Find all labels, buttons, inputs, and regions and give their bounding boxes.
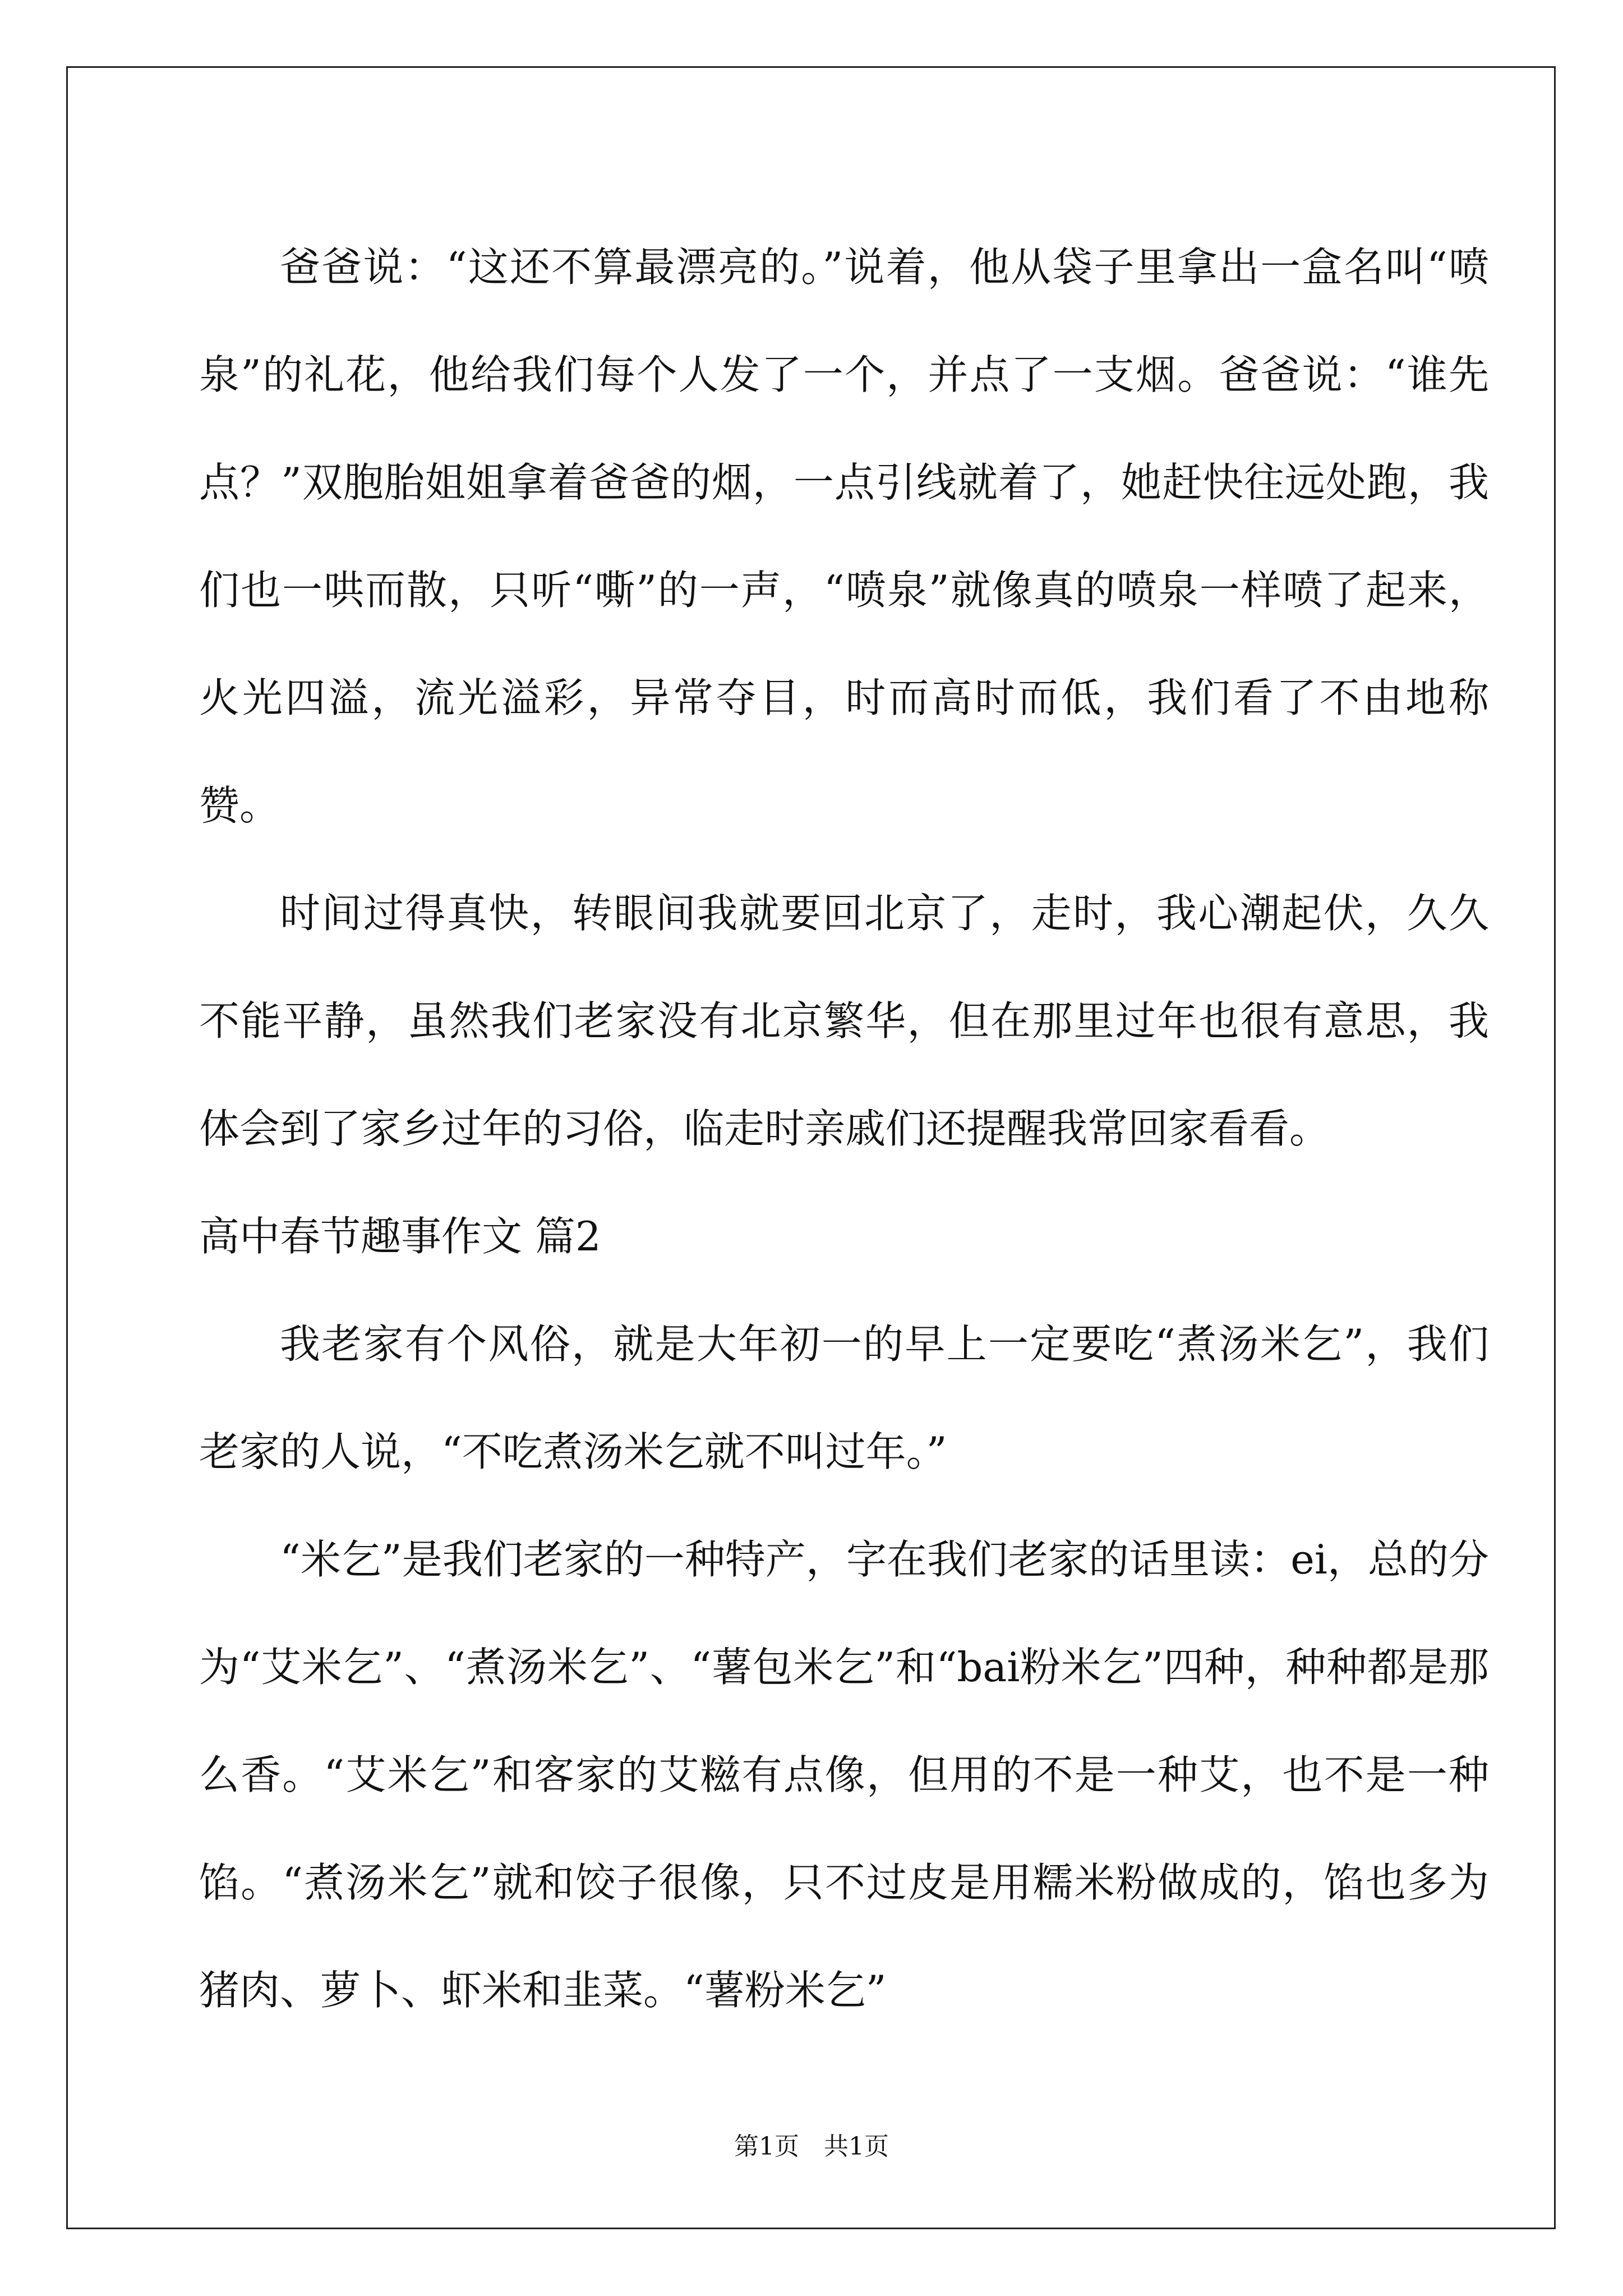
paragraph-fireworks: 爸爸说：“这还不算最漂亮的。”说着，他从袋子里拿出一盒名叫“喷泉”的礼花，他给我们每个人发了一个，并点了一支烟。爸爸说：“谁先点？”双胞胎姐姐拿着爸爸的烟，一点引线就着了，她赶快往远处跑，我们也一哄而散，只听“嘶”的一声，“喷泉”就像真的喷泉一样喷了起来，火光四溢，流光溢彩，异常夺目，时而高时而低，我们看了不由地称赞。	[199, 243, 1489, 829]
section-title: 高中春节趣事作文 篇2	[199, 1213, 601, 1260]
paragraph-custom: 我老家有个风俗，就是大年初一的早上一定要吃“煮汤米乞”，我们老家的人说，“不吃煮汤米乞就不叫过年。”	[199, 1320, 1489, 1475]
paragraph-miqi: “米乞”是我们老家的一种特产，字在我们老家的话里读：ei，总的分为“艾米乞”、“煮汤米乞”、“薯包米乞”和“bai粉米乞”四种，种种都是那么香。“艾米乞”和客家的艾糍有点像，但用的不是一种艾，也不是一种馅。“煮汤米乞”就和饺子很像，只不过皮是用糯米粉做成的，馅也多为猪肉、萝卜、虾米和韭菜。“薯粉米乞”	[199, 1536, 1489, 2014]
document-body	[199, 213, 1489, 2044]
page-number: 第1页 共1页	[734, 2132, 889, 2161]
paragraph-return-beijing: 时间过得真快，转眼间我就要回北京了，走时，我心潮起伏，久久不能平静，虽然我们老家没有北京繁华，但在那里过年也很有意思，我体会到了家乡过年的习俗，临走时亲戚们还提醒我常回家看看。	[199, 890, 1489, 1152]
